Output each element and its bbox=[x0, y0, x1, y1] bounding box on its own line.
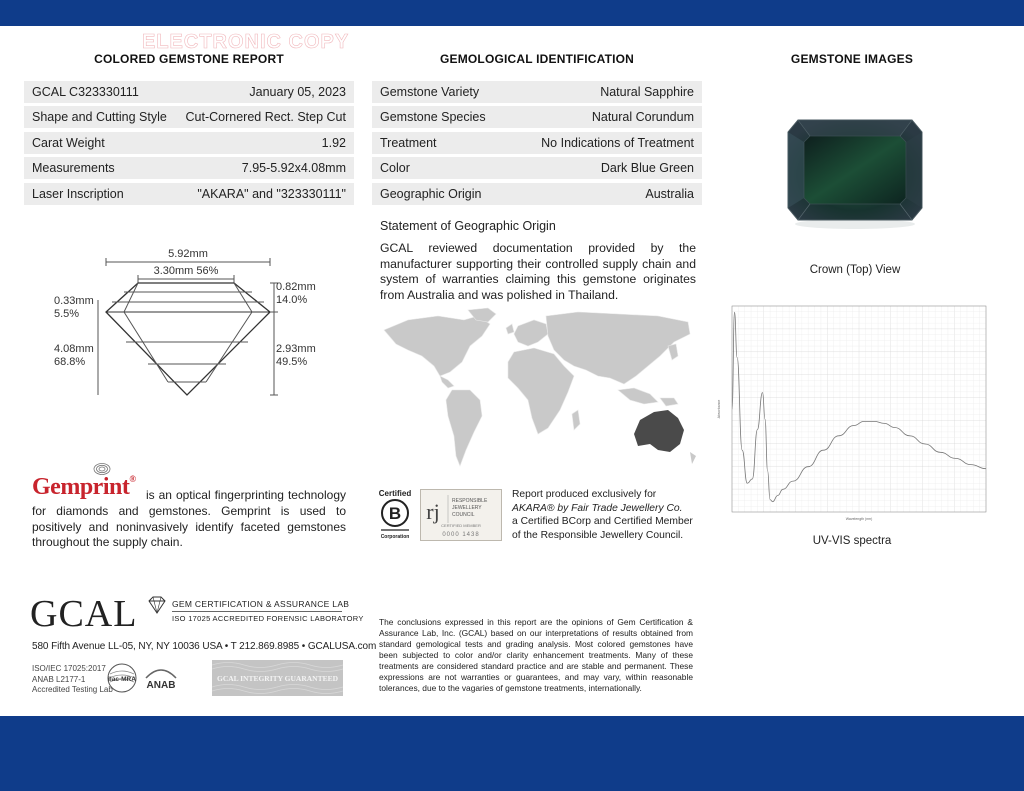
geographic-origin-title: Statement of Geographic Origin bbox=[380, 219, 556, 233]
south-america bbox=[446, 390, 482, 466]
diamond-icon bbox=[146, 596, 168, 614]
top-band bbox=[0, 0, 1024, 26]
rjc-logo bbox=[420, 489, 502, 541]
geographic-origin-text: GCAL reviewed documentation provided by the manufacturer supporting their controlled supply chain and system of warranties claiming this gemstone originates from Australia and was polished in Thailand. bbox=[380, 241, 696, 302]
new-guinea bbox=[660, 398, 678, 406]
gem-profile-outline bbox=[106, 283, 270, 395]
gcal-iso-line: ISO 17025 ACCREDITED FORENSIC LABORATORY bbox=[172, 614, 364, 623]
identification-title: GEMOLOGICAL IDENTIFICATION bbox=[439, 52, 635, 66]
svg-text:RESPONSIBLE: RESPONSIBLE bbox=[452, 498, 488, 504]
iso-accreditation: ISO/IEC 17025:2017 ANAB L2177-1 Accredited Testing Lab bbox=[32, 664, 113, 694]
spectrum-grid bbox=[732, 306, 986, 512]
crown-left-pct: 5.5% bbox=[54, 308, 80, 320]
spectrum-x-label: Wavelength (nm) bbox=[845, 517, 873, 521]
north-america bbox=[384, 316, 490, 376]
svg-text:B: B bbox=[388, 504, 402, 523]
crown-view-caption: Crown (Top) View bbox=[809, 264, 901, 276]
svg-text:CERTIFIED MEMBER: CERTIFIED MEMBER bbox=[441, 523, 481, 528]
disclaimer-text: The conclusions expressed in this report are the opinions of Gem Certification & Assurance Lab, Inc. (GCAL) based on our interpretations of results obtained from standard gemological tests and grading analysis. Most colored gemstones have been subjected to color and/or clarity enhancement treatments. Many of these treatments are considered standard practice and are stable and permanent. These expressions are not warranties or guarantees, and may vary, within reasonable tolerances, due to the vagaries of gemstone treatments, internationally. bbox=[379, 617, 693, 693]
australia-highlight bbox=[634, 410, 684, 452]
world-map bbox=[378, 306, 700, 482]
width-label: 5.92mm bbox=[168, 248, 208, 260]
id-row-origin: Geographic Origin Australia bbox=[372, 183, 702, 205]
svg-text:JEWELLERY: JEWELLERY bbox=[452, 505, 482, 511]
identification-table bbox=[372, 81, 702, 208]
southeast-asia bbox=[618, 388, 658, 404]
ilac-mra-logo bbox=[106, 662, 138, 694]
id-row-species: Gemstone Species Natural Corundum bbox=[372, 106, 702, 128]
pavilion-pct: 49.5% bbox=[276, 356, 308, 368]
crown-right-mm: 0.82mm bbox=[276, 281, 316, 293]
report-row-carat: Carat Weight 1.92 bbox=[24, 132, 354, 154]
id-row-treatment: Treatment No Indications of Treatment bbox=[372, 132, 702, 154]
svg-text:0000 1438: 0000 1438 bbox=[442, 532, 480, 538]
gemprint-description: is an optical fingerprinting technology for diamonds and gemstones. Gemprint is used to positively and noninvasively identify faceted gemstones throughout the supply chain. bbox=[32, 488, 346, 550]
spectrum-y-label: Absorbance bbox=[717, 399, 721, 419]
svg-text:Certified: Certified bbox=[378, 489, 412, 498]
svg-text:COUNCIL: COUNCIL bbox=[452, 512, 475, 518]
table-label: 3.30mm 56% bbox=[153, 265, 219, 277]
svg-text:ilac-MRA: ilac-MRA bbox=[108, 676, 136, 683]
id-row-variety: Gemstone Variety Natural Sapphire bbox=[372, 81, 702, 103]
images-title: GEMSTONE IMAGES bbox=[790, 52, 914, 66]
madagascar bbox=[572, 410, 580, 430]
bcorp-logo bbox=[377, 487, 413, 543]
gcal-divider bbox=[172, 611, 342, 612]
gemprint-logo: Gemprint® bbox=[32, 474, 136, 500]
proportion-diagram bbox=[40, 240, 340, 410]
crown-left-mm: 0.33mm bbox=[54, 295, 94, 307]
depth-mm: 4.08mm bbox=[54, 343, 94, 355]
svg-text:Corporation: Corporation bbox=[380, 534, 410, 540]
id-row-color: Color Dark Blue Green bbox=[372, 157, 702, 179]
gemstone-crown-image bbox=[778, 112, 932, 232]
bottom-band bbox=[0, 716, 1024, 791]
central-america bbox=[440, 376, 454, 388]
report-row-inscription: Laser Inscription "AKARA" and "323330111" bbox=[24, 183, 354, 205]
electronic-copy-watermark: ELECTRONIC COPY bbox=[142, 31, 350, 53]
uk bbox=[506, 324, 514, 334]
report-row-measurements: Measurements 7.95-5.92x4.08mm bbox=[24, 157, 354, 179]
uv-vis-spectrum-chart bbox=[716, 302, 992, 524]
europe bbox=[514, 320, 548, 346]
integrity-seal bbox=[212, 660, 343, 696]
svg-text:GCAL INTEGRITY GUARANTEED: GCAL INTEGRITY GUARANTEED bbox=[217, 674, 338, 683]
report-title: COLORED GEMSTONE REPORT bbox=[94, 52, 284, 66]
anab-logo bbox=[140, 664, 182, 694]
spectra-caption: UV-VIS spectra bbox=[812, 535, 892, 547]
report-row-number: GCAL C323330111 January 05, 2023 bbox=[24, 81, 354, 103]
gcal-subtitle: GEM CERTIFICATION & ASSURANCE LAB bbox=[172, 599, 350, 609]
africa bbox=[508, 348, 574, 434]
japan bbox=[668, 344, 678, 360]
report-row-shape: Shape and Cutting Style Cut-Cornered Rect. Step Cut bbox=[24, 106, 354, 128]
report-table bbox=[24, 81, 354, 208]
svg-text:ANAB: ANAB bbox=[146, 680, 176, 691]
crown-right-pct: 14.0% bbox=[276, 294, 308, 306]
gcal-logo: GCAL bbox=[30, 593, 138, 635]
report-produced-text: Report produced exclusively for AKARA® by Fair Trade Jewellery Co. a Certified BCorp and Certified Member of the Responsible Jewellery Council. bbox=[512, 489, 693, 541]
gcal-address: 580 Fifth Avenue LL-05, NY, NY 10036 USA • T 212.869.8985 • GCALUSA.com bbox=[32, 641, 377, 652]
pavilion-mm: 2.93mm bbox=[276, 343, 316, 355]
depth-pct: 68.8% bbox=[54, 356, 86, 368]
svg-text:rj: rj bbox=[426, 499, 440, 524]
new-zealand bbox=[690, 452, 696, 464]
